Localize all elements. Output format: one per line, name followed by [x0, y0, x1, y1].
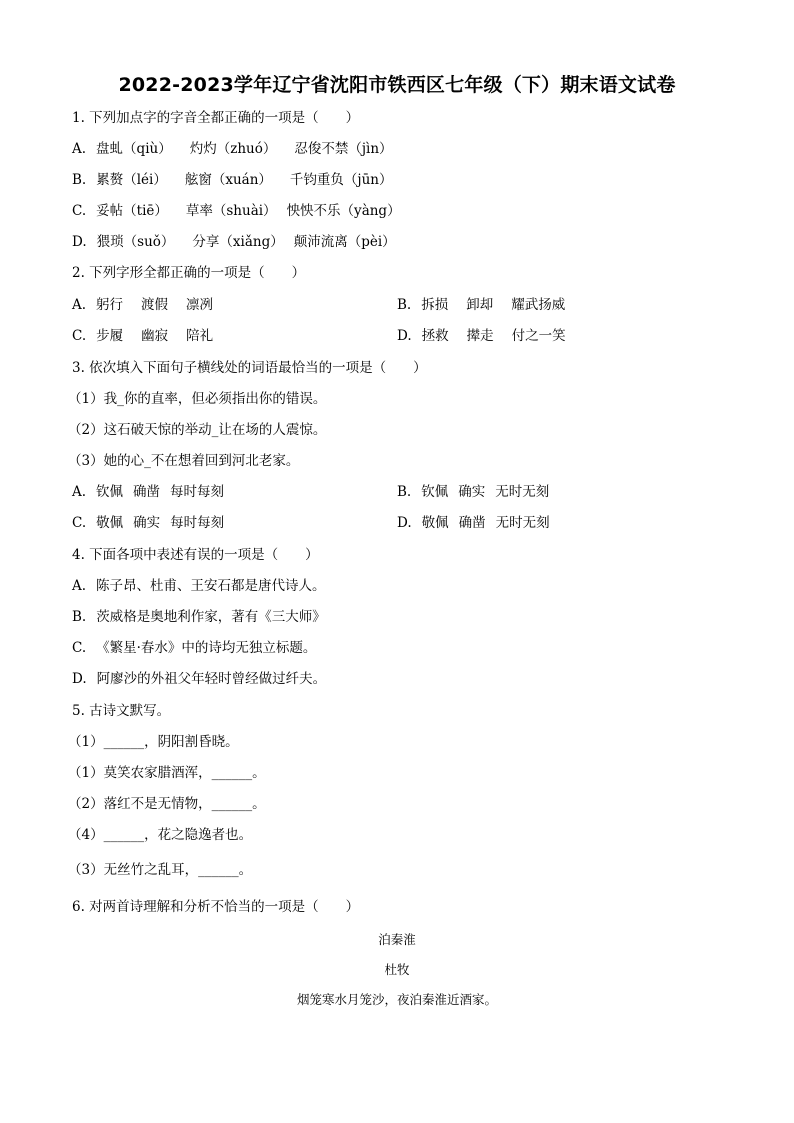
- q4-option-b: B. 茨威格是奥地利作家，著有《三大师》: [72, 609, 326, 625]
- question-6-stem: 6. 对两首诗理解和分析不恰当的一项是（ ）: [72, 899, 360, 915]
- q3-option-d: D. 敬佩 确凿 无时无刻: [397, 515, 550, 531]
- q2-option-a: A. 躬行 渡假 凛冽: [72, 297, 214, 313]
- poem-title: 泊秦淮: [378, 932, 416, 947]
- q3-sentence-1: （1）我_你的直率，但必须指出你的错误。: [68, 391, 327, 407]
- q1-option-b: B. 累赘（léi） 舷窗（xuán） 千钧重负（jūn）: [72, 172, 393, 188]
- q4-option-d: D. 阿廖沙的外祖父年轻时曾经做过纤夫。: [72, 671, 327, 687]
- q5-line-3: （2）落红不是无情物，______。: [68, 796, 266, 812]
- q2-option-d: D. 拯救 撵走 付之一笑: [397, 328, 566, 344]
- q3-sentence-2: （2）这石破天惊的举动_让在场的人震惊。: [68, 422, 327, 438]
- q3-option-b: B. 钦佩 确实 无时无刻: [397, 484, 550, 500]
- q2-option-c: C. 步履 幽寂 陪礼: [72, 328, 214, 344]
- q4-option-a: A. 陈子昂、杜甫、王安石都是唐代诗人。: [72, 578, 326, 594]
- poem-line-1: 烟笼寒水月笼沙，夜泊秦淮近酒家。: [296, 992, 497, 1007]
- q1-option-c: C. 妥帖（tiē） 草率（shuài） 怏怏不乐（yàng）: [72, 203, 401, 219]
- q1-option-d: D. 猥琐（suǒ） 分享（xiǎng） 颠沛流离（pèi）: [72, 234, 396, 250]
- q4-option-c: C. 《繁星·春水》中的诗均无独立标题。: [72, 640, 317, 656]
- q2-option-b: B. 拆损 卸却 耀武扬威: [397, 297, 566, 313]
- poem-author: 杜牧: [384, 962, 410, 977]
- question-3-stem: 3. 依次填入下面句子横线处的词语最恰当的一项是（ ）: [72, 360, 427, 376]
- page-title: 2022-2023学年辽宁省沈阳市铁西区七年级（下）期末语文试卷: [118, 74, 676, 96]
- question-4-stem: 4. 下面各项中表述有误的一项是（ ）: [72, 547, 319, 563]
- q5-line-5: （3）无丝竹之乱耳，______。: [68, 862, 253, 878]
- q1-option-a: A. 盘虬（qiù） 灼灼（zhuó） 忍俊不禁（jìn）: [72, 141, 393, 157]
- q3-option-a: A. 钦佩 确凿 每时每刻: [72, 484, 225, 500]
- q3-sentence-3: （3）她的心_不在想着回到河北老家。: [68, 453, 300, 469]
- q5-line-1: （1）______，阴阳割昏晓。: [68, 734, 239, 750]
- question-1-stem: 1. 下列加点字的字音全都正确的一项是（ ）: [72, 110, 360, 126]
- question-5-stem: 5. 古诗文默写。: [72, 703, 171, 719]
- q5-line-4: （4）______，花之隐逸者也。: [68, 827, 253, 843]
- question-2-stem: 2. 下列字形全都正确的一项是（ ）: [72, 265, 306, 281]
- q5-line-2: （1）莫笑农家腊酒浑，______。: [68, 765, 266, 781]
- q3-option-c: C. 敬佩 确实 每时每刻: [72, 515, 225, 531]
